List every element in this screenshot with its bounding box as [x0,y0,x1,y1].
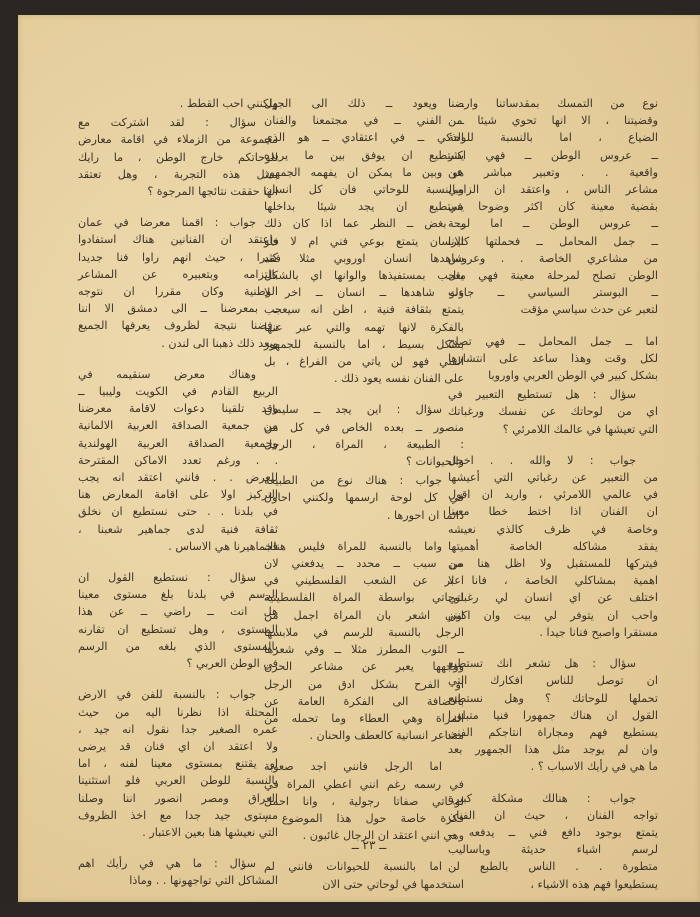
text-line: بمثل هذه التجربة ، وهل تعتقد [78,167,278,181]
text-line: بالمستوى الذي بلغه من الرسم [78,639,278,653]
article-paragraph [78,366,278,555]
text-line: لوحاتي صفاتا رجولية ، وانا احمل [264,794,464,808]
text-line: الذكي ــ في اعتقادي ــ هو الذي [264,131,464,145]
text-line: ــ ويعود ــ ذلك الى الجهل [264,97,464,110]
text-line: شاهدها انسان اوروبي مثلا فقد [264,251,464,265]
text-line: تواجه الفنان ، حيث ان الفنان [448,808,658,822]
article-paragraph [448,386,658,438]
article-paragraph [78,686,278,841]
text-line: وقد تلقينا دعوات لاقامة معرضنا [78,402,278,416]
text-line: اهمية بمشاكلي الخاصة ، فانا لا [448,574,658,588]
text-line: عمره الصغير جدا نقول انه جيد ، [78,722,278,736]
text-line: جواب : لا والله . . اخجل [448,453,636,467]
text-line: في عالمي اللامرئي ، واريد ان اقول [448,488,658,502]
text-line: الفني فهو لن ياتي من الفراغ ، بل [264,355,464,369]
text-line: جواب : اقمنا معرضا في عمان [78,216,256,230]
text-line: مستوى جيد جدا مع اخذ الظروف [78,808,278,822]
column-right [448,95,658,907]
text-line: القول ان هناك جمهورا فنيا متبلورا [448,708,658,722]
text-line: استخدمها في لوحاتي حتى الان [322,877,464,891]
text-line: ولو شاهدها ــ انسان ــ اخر لا [264,286,464,300]
text-line: ووجهها يعبر عن مشاعر الحزن [264,660,464,674]
article-paragraph [78,114,278,200]
text-line: الوطن تصلح لمرحلة معينة فهي مثل [448,269,658,283]
text-line: من سبب ــ محدد ــ يدفعني لان [264,557,464,571]
article-paragraph [448,790,658,893]
text-line: الرجل بالنسبة للرسم في ملابسها [264,625,464,639]
text-line: دائما ان احورها . [386,508,464,522]
text-line: للوحاتكم خارج الوطن ، ما رايك [78,150,278,164]
article-paragraph [264,472,464,524]
text-line: اي من لوحاتك عن نفسك ورغباتك [448,405,658,419]
text-line: انها حققت نتائجها المرجوة ؟ [147,185,278,199]
text-line: : الطبيعة ، المراة ، الرجل [264,437,464,451]
text-line: لكل وقت وهذا ساعد على انتشارها [448,351,658,365]
article-paragraph [78,569,278,672]
text-line: وجمعية الصداقة العربية الهولندية [78,436,278,450]
text-line: انني اشعر بان المراة اجمل من [264,608,464,622]
page-number: ــ ٢٣ ــ [351,838,387,852]
text-line: مستقرا واصبح فنانا جيدا . [539,625,658,639]
text-line: بقضية معينة كان اكثر وضوحا في [448,200,658,214]
text-line: من التعبير عن رغباتي التي أعيشها [448,471,658,485]
text-line: هل انت ــ راضي ــ عن هذا [78,605,278,619]
article-paragraph [448,95,658,319]
text-line: جواب : بالنسبة للفن في الارض [78,688,256,702]
article-paragraph [264,858,464,892]
text-line: واحب ان يتوفر لي بيت وان اكون [448,608,658,622]
column-middle [264,95,464,907]
article-paragraph [78,855,278,889]
text-line: اما بالنسبة للحيوانات فانني لم [264,860,442,874]
text-line: ــ عروس الوطن ــ اما لوحة [448,217,658,231]
text-line: ان توصل للناس افكارك التي [448,674,658,688]
text-line: يتمتع بوجود دافع فني ــ يدفعه ــ [448,825,658,839]
text-line: على الفنان نفسه يعود ذلك . [333,372,464,386]
text-line: فيتركها للمستقبل ولا اظل هنا من [448,557,658,571]
text-line: ــ جمل المحامل ــ فحملتها كثيرا [448,234,658,248]
text-line: رفضنا نتيجة لظروف يعرفها الجميع [78,319,278,333]
text-line: المحتلة اذا نظرنا اليه من حيث [78,705,278,719]
article-paragraph [78,214,278,352]
text-line: التي تعيشها في عالمك اللامرئي ؟ [502,422,658,436]
article-paragraph [264,401,464,470]
text-line: اما الرجل فانني اجد صعوبة [264,760,442,774]
column-left [78,95,278,904]
text-line: مشاعر الناس ، واعتقد ان الزامي [448,183,658,197]
text-line: الضياع ، اما بالنسبة للوحة [448,131,658,145]
text-line: بالنسبة للوطن العربي فلو استثنينا [78,774,278,788]
text-line: ــ بغض ــ النظر عما اذا كان ذلك [264,217,464,231]
text-line: من جمعية الصداقة العربية الالمانية [78,419,278,433]
text-line: ولا اعتقد ان اي فنان قد يرضى [78,739,278,753]
text-line: وهي انني اعتقد ان الرجال غائبون . [302,829,464,843]
text-line: بشكل كبير في الوطن العربي واوروبا [488,369,658,383]
text-line: يستطيع ان يجد شيئا بداخلها [264,200,464,214]
article-paragraph [264,95,464,387]
text-line: العراق ومصر انصور اننا وصلنا [78,791,278,805]
text-line: او الفرح بشكل ادق من الرجل [264,677,464,691]
text-line: يستطيعوا فهم هذه الاشياء ، [530,877,658,891]
article-paragraph [448,655,658,775]
text-line: مشاعر انسانية كالعطف والحنان . [309,729,464,743]
text-line: بالاضافة الى الفكرة العامة عن [264,694,464,708]
text-line: الانسان يتمتع بوعي فني ام لا فلو [264,234,464,248]
text-line: من مشاعري الخاصة . . وعروس [448,251,658,265]
text-line: بشكل بسيط ، اما بالنسبة للجمهور [264,337,464,351]
text-line: سؤال : لقد اشتركت مع [78,116,256,130]
text-line: للعرض . . فانني اعتقد انه يجب [78,471,278,485]
text-line: الوطنية وكان مقررا ان نتوجه [78,285,278,299]
text-line: لوحاتي بواسطة المراة الفلسطينية [264,591,464,605]
text-line: وان لم يوجد مثل هذا الجمهور بعد [448,743,658,757]
text-line: فكرة خاصة حول هذا الموضوع ، [264,811,464,825]
text-line: في كل لوحة ارسمها ولكنني احاول [264,491,464,505]
text-line: في الوطن العربي ؟ [186,657,278,671]
text-line: منصور ــ بعده الخاص في كل من [264,420,464,434]
text-line: او يقتنع بمستوى معينا لفنه ، اما [78,757,278,771]
text-line: يتمتع بثقافة فنية ، اظن انه سيعجب [264,303,464,317]
text-line: واما بالنسبة للمراة فليس هناك [264,539,442,553]
text-line: التي نعيشها هنا بعين الاعتبار . [142,825,278,839]
scan-background-edge [0,902,700,917]
text-line: مجموعة من الزملاء في اقامة معارض [78,133,278,147]
text-line: المراة وهي العطاء وما تحمله من [264,711,464,725]
text-line: المستوى ، وهل تستطيع ان تقارنه [78,622,278,636]
text-line: التركيز اولا على اقامة المعارض هنا [78,488,278,502]
text-line: يستطيع ان يوفق بين ما يريده [264,148,464,162]
text-line: ــ الفني ــ في مجتمعنا والفنان [264,114,464,128]
text-line: سؤال : هل تستطيع التعبير في [448,388,636,402]
text-line: هو وبين ما يمكن ان يفهمه الجمهور [264,165,464,179]
text-line: . . ورغم تعدد الاماكن المقترحة [78,453,278,467]
text-line: ــ بمعرضنا ــ الى دمشق الا اننا [78,302,278,316]
text-line: ــ عروس الوطن ــ فهي اكثر [448,148,658,162]
text-line: في رسمه رغم انني اعطي المراة في [264,777,464,791]
article-paragraph [264,538,464,744]
text-line: بالفكرة لانها تهمه والتي عبر عنها [264,320,464,334]
text-line: المشاكل التي تواجهونها . . وماذا [129,874,278,888]
text-line: ــ البوستر السياسي ــ جاءت [448,286,658,300]
text-line: اختلف عن اي انسان لي رغباتي [448,591,658,605]
text-line: الربيع القادم في الكويت وليبيا ــ [78,385,278,399]
text-line: واعتقد ان الفنانين هناك استفادوا [78,233,278,247]
text-line: بالتزامه وبتعبيره عن المشاعر [78,267,278,281]
text-line: جواب : هناك نوع من الطبيعة [264,474,442,488]
text-line: واقعية . . وتعبير مباشر عن [448,165,658,179]
text-line: ــ الثوب المطرز مثلا ــ وفي شعرها [264,643,464,657]
text-line: وهناك معرض سنقيمه في [78,367,256,381]
text-line: جواب : هنالك مشكلة كبيرة [448,791,636,805]
article-paragraph [448,452,658,641]
text-line: ثقافة فنية لدى جماهير شعبنا ، [78,522,278,536]
text-line: لرسم اشياء حديثة وباساليب [448,843,658,857]
text-line: كثيرا ، حيث انهم راوا فنا جديدا [78,250,278,264]
text-line: يعجب بمستفيذها والوانها اي بالشكل [264,269,464,283]
text-line: والحيوانات ؟ [406,455,464,469]
text-line: وبالنسبة للوحاتي فان كل انسان [264,183,464,197]
text-line: يفقد مشاكله الخاصة أهميتها [448,539,658,553]
article-paragraph [264,758,464,844]
magazine-page [18,15,700,902]
text-line: ان الفنان اذا اختط خطا معينا [448,505,658,519]
text-line: فجماهيرنا هي الاساس . [168,539,278,553]
text-line: لتعبر عن حدث سياسي مؤقت [520,303,658,317]
text-line: سؤال : هل تشعر انك تستطيع [448,657,636,671]
text-line: تحملها للوحاتك ؟ وهل نستطيع [448,691,658,705]
text-line: متطورة . . الناس بالطبع لن [448,860,658,874]
text-line: سؤال : اين يجد ــ سليمان [264,403,442,417]
article-paragraph [78,95,278,112]
text-line: الرسم في بلدنا بلغ مستوى معينا [78,588,278,602]
text-line: يستطيع فهم ومجاراة انتاجكم الفني [448,725,658,739]
text-line: وبعد ذلك ذهبنا الى لندن . [161,336,278,350]
text-line: ما هي في رأيك الاسباب ؟ . [530,760,658,774]
text-line: وخاصة في ظرف كالذي نعيشه [448,522,658,536]
text-line: في بلدنا . . حتى نستطيع ان نخلق [78,505,278,519]
article-paragraph [448,333,658,385]
text-line: اعبر عن الشعب الفلسطيني في [264,574,464,588]
text-line: نوع من التمسك بمقدساتنا وارضنا [448,97,658,110]
text-line: ولكنني احب القطط . [179,97,278,110]
text-line: وقضيتنا ، الا انها تحوي شيئا من [448,114,658,128]
text-line: سؤال : ما هي في رأيك اهم [78,857,256,871]
text-line: اما ــ جمل المحامل ــ فهي تصلح [448,334,658,348]
text-line: سؤال : نستطيع القول ان [78,571,256,585]
